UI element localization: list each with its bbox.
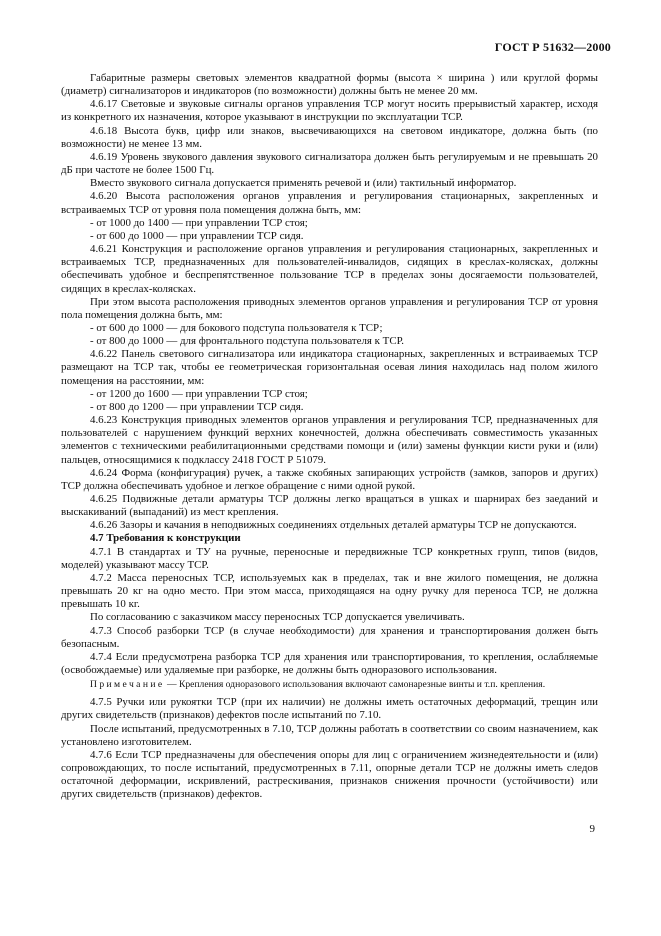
document-body (61, 72, 598, 801)
list-item: - от 600 до 1000 — для бокового подступа пользователя к ТСР; (90, 321, 383, 334)
paragraph: После испытаний, предусмотренных в 7.10, ТСР должны работать в соответствии со своим назначением, как установлено изготовителем. (61, 722, 598, 748)
document-code-header: ГОСТ Р 51632—2000 (494, 40, 611, 54)
section-heading: 4.7 Требования к конструкции (90, 532, 241, 545)
paragraph: При этом высота расположения приводных элементов органов управления и регулирования ТСР от уровня пола помещения должна быть, мм: (61, 295, 598, 321)
paragraph: 4.6.22 Панель светового сигнализатора или индикатора стационарных, закрепленных и встраиваемых ТСР размещают на ТСР так, чтобы ее геометрическая горизонтальная осевая линия находилась над полом жилого помещения на расстоянии, мм: (61, 348, 598, 387)
paragraph: 4.7.2 Масса переносных ТСР, используемых как в пределах, так и вне жилого помещения, не должна превышать 20 кг на одно место. При этом масса, приходящаяся на одну ручку для переноса ТСР, не должна превышать 10 кг. (61, 571, 598, 611)
paragraph: 4.7.6 Если ТСР предназначены для обеспечения опоры для лиц с ограничением жизнедеятельности и (или) сопровождающих, то после испытаний, предусмотренных в 7.11, опорные детали ТСР не должны иметь следов остаточной деформации, искривлений, растрескивания, признаков снижения прочности (устойчивости) или других свидетельств (признаков) дефектов. (61, 748, 598, 801)
page-number: 9 (589, 823, 595, 835)
paragraph: 4.7.4 Если предусмотрена разборка ТСР для хранения или транспортирования, то крепления, ослабляемые (освобождаемые) или удаляемые при разборке, не должны быть одноразового использования. (61, 650, 598, 677)
list-item: - от 800 до 1200 — при управлении ТСР сидя. (90, 400, 304, 413)
list-item: - от 1200 до 1600 — при управлении ТСР стоя; (90, 387, 308, 400)
list-item: - от 600 до 1000 — при управлении ТСР сидя. (90, 229, 304, 242)
list-item: - от 800 до 1000 — для фронтального подступа пользователя к ТСР. (90, 335, 405, 348)
paragraph: По согласованию с заказчиком массу переносных ТСР допускается увеличивать. (90, 611, 465, 624)
paragraph: 4.6.26 Зазоры и качания в неподвижных соединениях отдельных деталей арматуры ТСР не допускаются. (90, 519, 577, 532)
list-item: - от 1000 до 1400 — при управлении ТСР стоя; (90, 216, 308, 229)
paragraph: 4.6.23 Конструкция приводных элементов органов управления и регулирования ТСР, предназначенных для пользователей с нарушением функций верхних конечностей, должна обеспечивать совместимость указанных элементов с техническими реабилитационными средствами помощи и (или) замены функции кисти руки и (или) пальцев, относящимися к подклассу 2418 ГОСТ Р 51079. (61, 414, 598, 466)
paragraph: 4.7.1 В стандартах и ТУ на ручные, переносные и передвижные ТСР конкретных групп, типов (видов, моделей) указывают массу ТСР. (61, 545, 598, 571)
note-label: Примечание (90, 679, 165, 691)
paragraph: 4.6.21 Конструкция и расположение органов управления и регулирования стационарных, закрепленных и встраиваемых ТСР, предназначенных для пользователей-инвалидов, сидящих в креслах-колясках, должны обеспечивать удобное и беспрепятственное пользование ТСР в пределах зоны досягаемости пользователей, сидящих в креслах-колясках. (61, 243, 598, 295)
paragraph: 4.7.3 Способ разборки ТСР (в случае необходимости) для хранения и транспортирования должен быть безопасным. (61, 624, 598, 650)
note-paragraph (61, 679, 598, 691)
paragraph: 4.6.17 Световые и звуковые сигналы органов управления ТСР могут носить прерывистый характер, исходя из конкретного их назначения, которое указывают в инструкции по эксплуатации ТСР. (61, 98, 598, 124)
paragraph: 4.6.19 Уровень звукового давления звукового сигнализатора должен быть регулируемым и не превышать 20 дБ при частоте не более 1500 Гц. (61, 150, 598, 177)
paragraph: 4.6.24 Форма (конфигурация) ручек, а также скобяных запирающих устройств (замков, запоров и других) ТСР должна обеспечивать удобное и легкое обращение с ними одной рукой. (61, 466, 598, 492)
paragraph: 4.6.25 Подвижные детали арматуры ТСР должны легко вращаться в ушках и шарнирах без заеданий и выскакиваний (выпаданий) из мест крепления. (61, 493, 598, 519)
paragraph: 4.6.20 Высота расположения органов управления и регулирования стационарных, закрепленных и встраиваемых ТСР от уровня пола помещения должна быть, мм: (61, 190, 598, 216)
paragraph: Вместо звукового сигнала допускается применять речевой и (или) тактильный информатор. (90, 177, 517, 190)
paragraph: 4.6.18 Высота букв, цифр или знаков, высвечивающихся на световом индикаторе, должна быть (по возможности) не менее 13 мм. (61, 124, 598, 150)
paragraph: 4.7.5 Ручки или рукоятки ТСР (при их наличии) не должны иметь остаточных деформаций, трещин или других свидетельств (признаков) дефектов после испытаний по 7.10. (61, 696, 598, 722)
paragraph: Габаритные размеры световых элементов квадратной формы (высота × ширина ) или круглой формы (диаметр) сигнализаторов и индикаторов (по возможности) должны быть не менее 20 мм. (61, 72, 598, 98)
note-text: — Крепления одноразового использования включают самонарезные винты и т.п. крепления. (164, 679, 546, 691)
